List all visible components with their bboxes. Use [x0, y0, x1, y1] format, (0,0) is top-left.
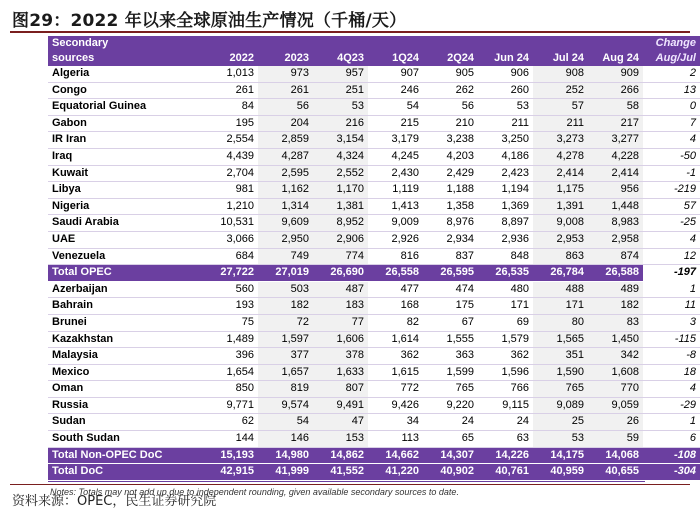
- value-cell: 246: [368, 82, 423, 99]
- change-cell: 12: [643, 248, 700, 265]
- bottom-rule: [10, 484, 690, 485]
- total-row: [48, 265, 700, 282]
- value-cell: 3,154: [313, 132, 368, 149]
- value-cell: 63: [478, 431, 533, 448]
- value-cell: 27,722: [203, 265, 258, 282]
- value-cell: 42,915: [203, 464, 258, 481]
- value-cell: 957: [313, 66, 368, 82]
- value-cell: 9,220: [423, 397, 478, 414]
- value-cell: 807: [313, 381, 368, 398]
- value-cell: 175: [423, 298, 478, 315]
- value-cell: 2,595: [258, 165, 313, 182]
- value-cell: 2,429: [423, 165, 478, 182]
- value-cell: 4,228: [588, 148, 643, 165]
- table-row: [48, 298, 700, 315]
- value-cell: 27,019: [258, 265, 313, 282]
- value-cell: 62: [203, 414, 258, 431]
- col-header: Aug 24: [588, 51, 643, 66]
- change-cell: -197: [643, 265, 700, 282]
- value-cell: 15,193: [203, 447, 258, 464]
- value-cell: 1,170: [313, 182, 368, 199]
- row-label: Congo: [48, 82, 203, 99]
- value-cell: 75: [203, 314, 258, 331]
- value-cell: 41,552: [313, 464, 368, 481]
- value-cell: 837: [423, 248, 478, 265]
- row-label: Mexico: [48, 364, 203, 381]
- value-cell: 25: [533, 414, 588, 431]
- change-cell: 1: [643, 281, 700, 298]
- value-cell: 8,952: [313, 215, 368, 232]
- value-cell: 171: [478, 298, 533, 315]
- row-label: IR Iran: [48, 132, 203, 149]
- value-cell: 14,307: [423, 447, 478, 464]
- value-cell: 215: [368, 115, 423, 132]
- value-cell: 40,959: [533, 464, 588, 481]
- col-header: 1Q24: [368, 51, 423, 66]
- value-cell: 40,655: [588, 464, 643, 481]
- table-row: [48, 165, 700, 182]
- value-cell: 351: [533, 348, 588, 365]
- production-table: [48, 36, 700, 481]
- value-cell: 57: [533, 99, 588, 116]
- row-label: Russia: [48, 397, 203, 414]
- value-cell: 503: [258, 281, 313, 298]
- value-cell: 59: [588, 431, 643, 448]
- value-cell: 396: [203, 348, 258, 365]
- value-cell: 9,574: [258, 397, 313, 414]
- source-note: 资料来源：OPEC，民生证券研究院: [12, 494, 217, 509]
- value-cell: 26,588: [588, 265, 643, 282]
- col-header: 4Q23: [313, 51, 368, 66]
- value-cell: 2,950: [258, 231, 313, 248]
- row-label: Bahrain: [48, 298, 203, 315]
- value-cell: 8,976: [423, 215, 478, 232]
- table-row: [48, 414, 700, 431]
- value-cell: 956: [588, 182, 643, 199]
- value-cell: 1,590: [533, 364, 588, 381]
- value-cell: 8,983: [588, 215, 643, 232]
- value-cell: 65: [423, 431, 478, 448]
- value-cell: 262: [423, 82, 478, 99]
- value-cell: 168: [368, 298, 423, 315]
- value-cell: 153: [313, 431, 368, 448]
- value-cell: 3,273: [533, 132, 588, 149]
- header-secondary: Secondary: [48, 36, 203, 51]
- value-cell: 9,008: [533, 215, 588, 232]
- value-cell: 40,902: [423, 464, 478, 481]
- value-cell: 2,958: [588, 231, 643, 248]
- value-cell: 69: [478, 314, 533, 331]
- table-row: [48, 66, 700, 82]
- row-label: Azerbaijan: [48, 281, 203, 298]
- value-cell: 1,381: [313, 198, 368, 215]
- value-cell: 14,226: [478, 447, 533, 464]
- value-cell: 2,414: [588, 165, 643, 182]
- value-cell: 1,565: [533, 331, 588, 348]
- value-cell: 363: [423, 348, 478, 365]
- value-cell: 41,220: [368, 464, 423, 481]
- value-cell: 907: [368, 66, 423, 82]
- value-cell: 53: [478, 99, 533, 116]
- value-cell: 874: [588, 248, 643, 265]
- value-cell: 2,704: [203, 165, 258, 182]
- value-cell: 9,491: [313, 397, 368, 414]
- value-cell: 362: [368, 348, 423, 365]
- value-cell: 474: [423, 281, 478, 298]
- value-cell: 266: [588, 82, 643, 99]
- value-cell: 210: [423, 115, 478, 132]
- value-cell: 749: [258, 248, 313, 265]
- row-label: Libya: [48, 182, 203, 199]
- value-cell: 1,119: [368, 182, 423, 199]
- value-cell: 183: [313, 298, 368, 315]
- value-cell: 1,358: [423, 198, 478, 215]
- value-cell: 1,614: [368, 331, 423, 348]
- value-cell: 908: [533, 66, 588, 82]
- value-cell: 260: [478, 82, 533, 99]
- value-cell: 24: [423, 414, 478, 431]
- value-cell: 8,897: [478, 215, 533, 232]
- value-cell: 56: [258, 99, 313, 116]
- value-cell: 9,771: [203, 397, 258, 414]
- table-row: [48, 99, 700, 116]
- value-cell: 41,999: [258, 464, 313, 481]
- value-cell: 54: [258, 414, 313, 431]
- value-cell: 14,175: [533, 447, 588, 464]
- value-cell: 2,906: [313, 231, 368, 248]
- table-row: [48, 397, 700, 414]
- value-cell: 24: [478, 414, 533, 431]
- value-cell: 26,784: [533, 265, 588, 282]
- value-cell: 1,210: [203, 198, 258, 215]
- value-cell: 1,633: [313, 364, 368, 381]
- change-cell: -304: [643, 464, 700, 481]
- table-row: [48, 431, 700, 448]
- value-cell: 1,608: [588, 364, 643, 381]
- value-cell: 905: [423, 66, 478, 82]
- row-label: Equatorial Guinea: [48, 99, 203, 116]
- value-cell: 261: [258, 82, 313, 99]
- total-row: [48, 447, 700, 464]
- value-cell: 216: [313, 115, 368, 132]
- value-cell: 4,287: [258, 148, 313, 165]
- table-row: [48, 198, 700, 215]
- value-cell: 252: [533, 82, 588, 99]
- col-header: Jun 24: [478, 51, 533, 66]
- col-header: 2023: [258, 51, 313, 66]
- value-cell: 4,203: [423, 148, 478, 165]
- change-cell: 13: [643, 82, 700, 99]
- value-cell: 26,535: [478, 265, 533, 282]
- value-cell: 1,162: [258, 182, 313, 199]
- value-cell: 1,597: [258, 331, 313, 348]
- value-cell: 77: [313, 314, 368, 331]
- row-label: Oman: [48, 381, 203, 398]
- value-cell: 1,175: [533, 182, 588, 199]
- change-cell: 6: [643, 431, 700, 448]
- row-label: Algeria: [48, 66, 203, 82]
- value-cell: 2,430: [368, 165, 423, 182]
- change-cell: 57: [643, 198, 700, 215]
- value-cell: 3,277: [588, 132, 643, 149]
- value-cell: 72: [258, 314, 313, 331]
- value-cell: 193: [203, 298, 258, 315]
- value-cell: 1,615: [368, 364, 423, 381]
- value-cell: 26,558: [368, 265, 423, 282]
- value-cell: 1,555: [423, 331, 478, 348]
- value-cell: 2,414: [533, 165, 588, 182]
- value-cell: 1,448: [588, 198, 643, 215]
- change-cell: -115: [643, 331, 700, 348]
- value-cell: 2,554: [203, 132, 258, 149]
- value-cell: 684: [203, 248, 258, 265]
- row-label: Gabon: [48, 115, 203, 132]
- value-cell: 9,426: [368, 397, 423, 414]
- value-cell: 1,188: [423, 182, 478, 199]
- value-cell: 362: [478, 348, 533, 365]
- value-cell: 14,862: [313, 447, 368, 464]
- row-label: UAE: [48, 231, 203, 248]
- change-cell: 4: [643, 132, 700, 149]
- value-cell: 14,980: [258, 447, 313, 464]
- value-cell: 58: [588, 99, 643, 116]
- table-row: [48, 248, 700, 265]
- value-cell: 2,926: [368, 231, 423, 248]
- row-label: Kuwait: [48, 165, 203, 182]
- row-label: Iraq: [48, 148, 203, 165]
- value-cell: 56: [423, 99, 478, 116]
- row-label: Total Non-OPEC DoC: [48, 447, 203, 464]
- value-cell: 2,953: [533, 231, 588, 248]
- table-row: [48, 132, 700, 149]
- table-row: [48, 82, 700, 99]
- value-cell: 772: [368, 381, 423, 398]
- value-cell: 26,690: [313, 265, 368, 282]
- value-cell: 1,391: [533, 198, 588, 215]
- row-label: South Sudan: [48, 431, 203, 448]
- value-cell: 477: [368, 281, 423, 298]
- value-cell: 83: [588, 314, 643, 331]
- value-cell: 850: [203, 381, 258, 398]
- table-row: [48, 215, 700, 232]
- change-cell: -219: [643, 182, 700, 199]
- value-cell: 1,194: [478, 182, 533, 199]
- value-cell: 9,089: [533, 397, 588, 414]
- value-cell: 217: [588, 115, 643, 132]
- value-cell: 1,314: [258, 198, 313, 215]
- value-cell: 863: [533, 248, 588, 265]
- value-cell: 2,423: [478, 165, 533, 182]
- change-cell: 1: [643, 414, 700, 431]
- value-cell: 211: [478, 115, 533, 132]
- title-rule: [10, 31, 690, 33]
- change-cell: 11: [643, 298, 700, 315]
- value-cell: 2,936: [478, 231, 533, 248]
- change-cell: -50: [643, 148, 700, 165]
- value-cell: 4,245: [368, 148, 423, 165]
- change-cell: 2: [643, 66, 700, 82]
- value-cell: 2,552: [313, 165, 368, 182]
- value-cell: 819: [258, 381, 313, 398]
- row-label: Total DoC: [48, 464, 203, 481]
- value-cell: 182: [588, 298, 643, 315]
- change-cell: 3: [643, 314, 700, 331]
- value-cell: 195: [203, 115, 258, 132]
- value-cell: 9,115: [478, 397, 533, 414]
- value-cell: 909: [588, 66, 643, 82]
- value-cell: 1,606: [313, 331, 368, 348]
- value-cell: 84: [203, 99, 258, 116]
- value-cell: 54: [368, 99, 423, 116]
- row-label: Sudan: [48, 414, 203, 431]
- value-cell: 1,489: [203, 331, 258, 348]
- value-cell: 770: [588, 381, 643, 398]
- row-label: Brunei: [48, 314, 203, 331]
- value-cell: 211: [533, 115, 588, 132]
- row-label: Venezuela: [48, 248, 203, 265]
- value-cell: 981: [203, 182, 258, 199]
- table-row: [48, 115, 700, 132]
- value-cell: 816: [368, 248, 423, 265]
- change-cell: -8: [643, 348, 700, 365]
- value-cell: 34: [368, 414, 423, 431]
- value-cell: 10,531: [203, 215, 258, 232]
- value-cell: 488: [533, 281, 588, 298]
- value-cell: 487: [313, 281, 368, 298]
- value-cell: 377: [258, 348, 313, 365]
- table-row: [48, 331, 700, 348]
- value-cell: 1,657: [258, 364, 313, 381]
- change-cell: -29: [643, 397, 700, 414]
- table-row: [48, 281, 700, 298]
- value-cell: 765: [423, 381, 478, 398]
- header-sources: sources: [48, 51, 203, 66]
- table-row: [48, 148, 700, 165]
- value-cell: 1,599: [423, 364, 478, 381]
- value-cell: 40,761: [478, 464, 533, 481]
- col-header: Jul 24: [533, 51, 588, 66]
- value-cell: 14,068: [588, 447, 643, 464]
- change-cell: 7: [643, 115, 700, 132]
- table-row: [48, 364, 700, 381]
- value-cell: 82: [368, 314, 423, 331]
- change-cell: 4: [643, 381, 700, 398]
- header-row-top: [48, 36, 700, 51]
- col-header: 2022: [203, 51, 258, 66]
- value-cell: 3,066: [203, 231, 258, 248]
- row-label: Malaysia: [48, 348, 203, 365]
- value-cell: 67: [423, 314, 478, 331]
- change-cell: 18: [643, 364, 700, 381]
- value-cell: 144: [203, 431, 258, 448]
- value-cell: 9,609: [258, 215, 313, 232]
- value-cell: 1,654: [203, 364, 258, 381]
- value-cell: 182: [258, 298, 313, 315]
- value-cell: 26,595: [423, 265, 478, 282]
- row-label: Total OPEC: [48, 265, 203, 282]
- value-cell: 261: [203, 82, 258, 99]
- table-row: [48, 182, 700, 199]
- value-cell: 378: [313, 348, 368, 365]
- value-cell: 80: [533, 314, 588, 331]
- change-cell: -108: [643, 447, 700, 464]
- value-cell: 4,439: [203, 148, 258, 165]
- value-cell: 3,238: [423, 132, 478, 149]
- value-cell: 1,413: [368, 198, 423, 215]
- col-header: 2Q24: [423, 51, 478, 66]
- value-cell: 53: [313, 99, 368, 116]
- value-cell: 113: [368, 431, 423, 448]
- value-cell: 973: [258, 66, 313, 82]
- value-cell: 1,450: [588, 331, 643, 348]
- header-row-bottom: [48, 51, 700, 66]
- value-cell: 53: [533, 431, 588, 448]
- value-cell: 774: [313, 248, 368, 265]
- row-label: Nigeria: [48, 198, 203, 215]
- value-cell: 489: [588, 281, 643, 298]
- change-cell: 4: [643, 231, 700, 248]
- value-cell: 480: [478, 281, 533, 298]
- figure-title: 图29：2022 年以来全球原油生产情况（千桶/天）: [12, 11, 407, 31]
- change-cell: -1: [643, 165, 700, 182]
- table-row: [48, 231, 700, 248]
- value-cell: 3,179: [368, 132, 423, 149]
- production-table-container: [48, 36, 696, 499]
- value-cell: 9,009: [368, 215, 423, 232]
- value-cell: 848: [478, 248, 533, 265]
- total-row: [48, 464, 700, 481]
- value-cell: 204: [258, 115, 313, 132]
- value-cell: 342: [588, 348, 643, 365]
- row-label: Kazakhstan: [48, 331, 203, 348]
- value-cell: 251: [313, 82, 368, 99]
- table-notes: Notes: Totals may not add up due to independent rounding, given available secondary sources to date.: [48, 481, 645, 499]
- value-cell: 1,369: [478, 198, 533, 215]
- value-cell: 47: [313, 414, 368, 431]
- value-cell: 906: [478, 66, 533, 82]
- value-cell: 3,250: [478, 132, 533, 149]
- value-cell: 4,186: [478, 148, 533, 165]
- value-cell: 9,059: [588, 397, 643, 414]
- table-row: [48, 348, 700, 365]
- change-cell: -25: [643, 215, 700, 232]
- value-cell: 1,013: [203, 66, 258, 82]
- value-cell: 1,596: [478, 364, 533, 381]
- value-cell: 171: [533, 298, 588, 315]
- value-cell: 4,324: [313, 148, 368, 165]
- value-cell: 4,278: [533, 148, 588, 165]
- value-cell: 146: [258, 431, 313, 448]
- value-cell: 766: [478, 381, 533, 398]
- value-cell: 14,662: [368, 447, 423, 464]
- change-cell: 0: [643, 99, 700, 116]
- value-cell: 560: [203, 281, 258, 298]
- header-change: Change: [643, 36, 700, 51]
- table-row: [48, 314, 700, 331]
- value-cell: 1,579: [478, 331, 533, 348]
- value-cell: 2,934: [423, 231, 478, 248]
- row-label: Saudi Arabia: [48, 215, 203, 232]
- value-cell: 26: [588, 414, 643, 431]
- table-row: [48, 381, 700, 398]
- col-header-change: Aug/Jul: [643, 51, 700, 66]
- value-cell: 765: [533, 381, 588, 398]
- value-cell: 2,859: [258, 132, 313, 149]
